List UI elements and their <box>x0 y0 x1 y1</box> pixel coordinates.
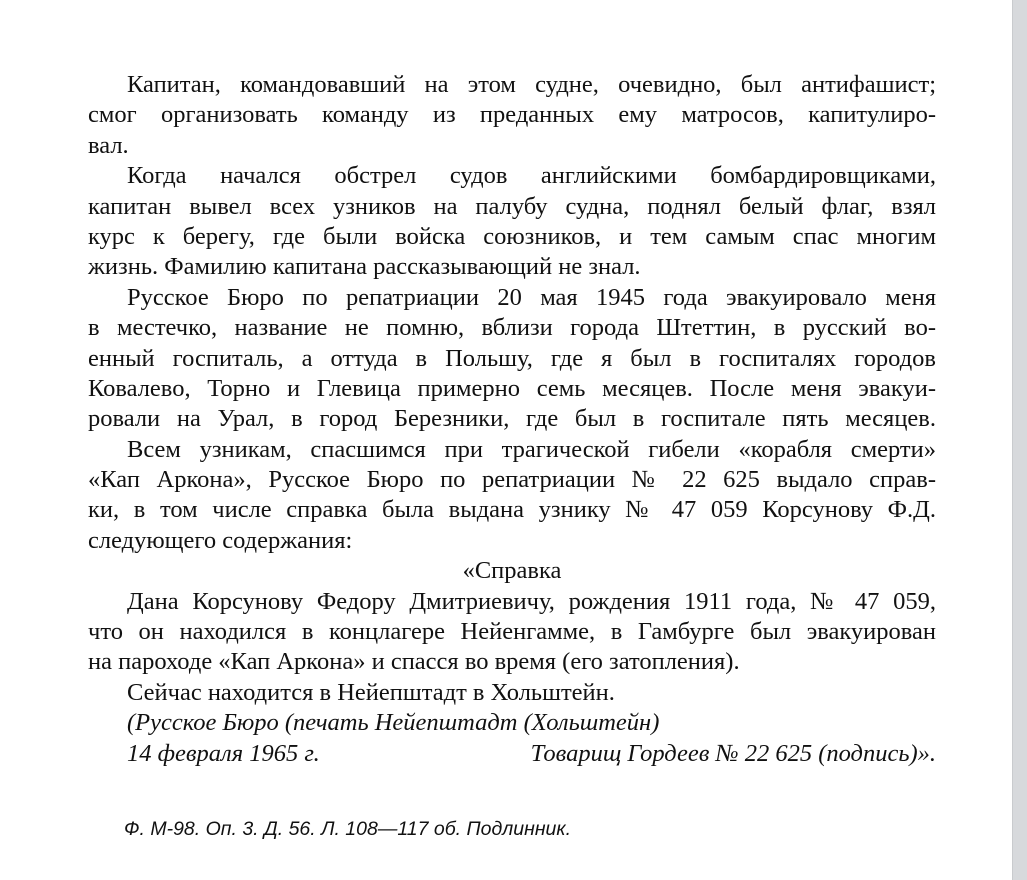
text-line: ровали на Урал, в город Березники, где был в госпитале пять месяцев. <box>88 405 936 433</box>
text-line: вал. <box>88 131 129 159</box>
text-line: Дана Корсунову Федору Дмитриевичу, рождения 1911 года, № 47 059, <box>127 587 936 615</box>
text-line: курс к берегу, где были войска союзников, и тем самым спас многим <box>88 222 936 250</box>
text-line: Всем узникам, спасшимся при трагической гибели «корабля смерти» <box>127 435 936 463</box>
text-line: на пароходе «Кап Аркона» и спасся во время (его затопления). <box>88 648 740 676</box>
right-edge-strip <box>1012 0 1027 880</box>
archive-source-note: Ф. М-98. Оп. 3. Д. 56. Л. 108—117 об. Подлинник. <box>124 818 572 840</box>
text-line: смог организовать команду из преданных ему матросов, капитулиро- <box>88 101 936 129</box>
text-line: ки, в том числе справка была выдана узнику № 47 059 Корсунову Ф.Д. <box>88 496 936 524</box>
document-page <box>88 70 936 769</box>
text-line: енный госпиталь, а оттуда в Польшу, где я был в госпиталях городов <box>88 344 936 372</box>
text-line: жизнь. Фамилию капитана рассказывающий не знал. <box>88 253 641 281</box>
text-line: Когда начался обстрел судов английскими бомбардировщиками, <box>127 162 936 190</box>
certificate-heading: «Справка <box>462 557 562 585</box>
text-line: в местечко, название не помню, вблизи города Штеттин, в русский во- <box>88 314 936 342</box>
text-line: Русское Бюро по репатриации 20 мая 1945 года эвакуировало меня <box>127 283 936 311</box>
signature-date: 14 февраля 1965 г. <box>127 739 320 767</box>
text-line: Сейчас находится в Нейепштадт в Хольштейн. <box>127 678 615 706</box>
signature-name: Товарищ Гордеев № 22 625 (подпись)». <box>530 739 936 767</box>
text-line: что он находился в концлагере Нейенгамме, в Гамбурге был эвакуирован <box>88 618 936 646</box>
text-line: капитан вывел всех узников на палубу судна, поднял белый флаг, взял <box>88 192 936 220</box>
stamp-line: (Русское Бюро (печать Нейепштадт (Хольштейн) <box>127 709 660 737</box>
text-line: следующего содержания: <box>88 526 353 554</box>
text-line: Ковалево, Торно и Глевица примерно семь месяцев. После меня эвакуи- <box>88 374 936 402</box>
text-line: «Кап Аркона», Русское Бюро по репатриации № 22 625 выдало справ- <box>88 466 936 494</box>
text-line: Капитан, командовавший на этом судне, очевидно, был антифашист; <box>127 71 936 98</box>
signature-row <box>88 739 936 769</box>
